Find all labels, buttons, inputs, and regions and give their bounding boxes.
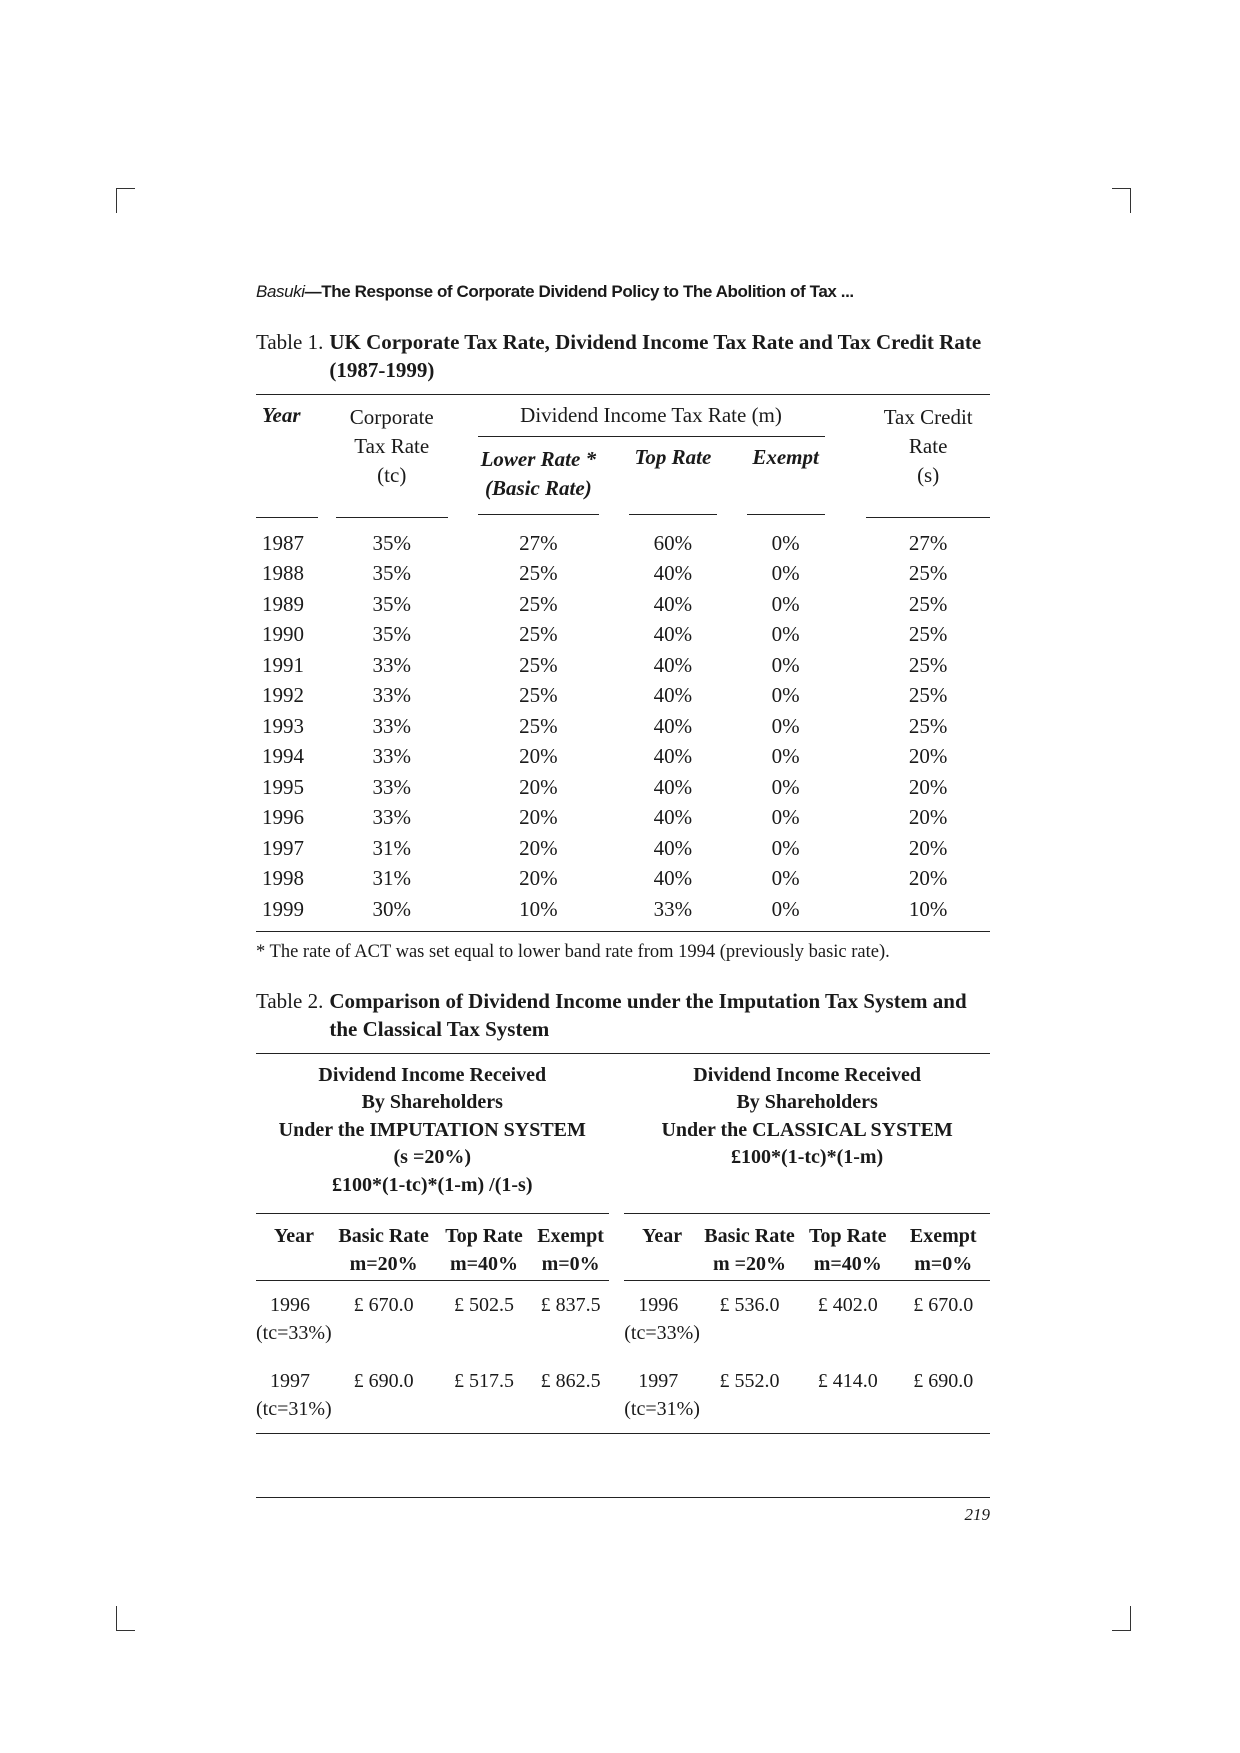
t1-year: 1997 (262, 835, 304, 860)
t1-corporate-rate: 31% (372, 835, 411, 860)
t1-exempt: 0% (771, 774, 800, 799)
t1-corporate-rate: 33% (372, 805, 411, 830)
t1-year: 1998 (262, 866, 304, 891)
t1-corporate-rate: 33% (372, 683, 411, 708)
footer-rule (256, 1497, 990, 1498)
table-row (256, 833, 990, 864)
t1-year: 1989 (262, 591, 304, 616)
t1-exempt: 0% (771, 683, 800, 708)
t1-lower-rate: 25% (519, 622, 558, 647)
t1-lower-rate: 25% (519, 713, 558, 738)
page-number: 219 (964, 1505, 990, 1524)
t2-imputation-header (256, 1054, 609, 1214)
t2-cls-col-basic: Basic Rate m =20% (700, 1213, 799, 1281)
t2-cls-top: £ 402.0 (817, 1294, 878, 1316)
t1-header-tax-credit-cell (866, 395, 990, 518)
t1-tax-credit: 20% (908, 866, 948, 891)
crop-mark-top-right (1112, 188, 1131, 213)
t1-header-tax-credit-3: (s) (917, 463, 940, 487)
table-row (256, 681, 990, 712)
t1-tax-credit: 27% (908, 530, 948, 555)
t2-cls-col-top: Top Rate m=40% (799, 1213, 896, 1281)
t1-header-year: Year (256, 403, 318, 518)
t1-header-year-cell (256, 395, 318, 518)
t1-header-dividend-group: Dividend Income Tax Rate (m) (478, 403, 825, 437)
t1-year: 1995 (262, 774, 304, 799)
t1-header-corporate-3: (tc) (377, 463, 407, 487)
t2-cls-year: 1996 (tc=33%) (624, 1294, 700, 1344)
t1-tax-credit: 20% (908, 774, 948, 799)
t1-top-rate: 40% (653, 835, 693, 860)
table2-label: Table 2. (256, 988, 324, 1013)
running-head-title: —The Response of Corporate Dividend Policy to The Abolition of Tax ... (304, 282, 854, 301)
t2-classical-header-1: Dividend Income Received (693, 1063, 922, 1086)
t1-header-lower-cell (478, 439, 600, 518)
t1-lower-rate: 20% (519, 805, 558, 830)
t1-corporate-rate: 33% (372, 713, 411, 738)
t1-header-tax-credit-2: Rate (908, 434, 948, 458)
t1-tax-credit: 25% (908, 713, 948, 738)
table-row (256, 742, 990, 773)
table2-caption (256, 987, 990, 1043)
crop-mark-bottom-left (116, 1606, 135, 1631)
table-row (256, 772, 990, 803)
t1-year: 1993 (262, 713, 304, 738)
t1-lower-rate: 27% (519, 530, 558, 555)
t1-lower-rate: 20% (519, 835, 558, 860)
t1-exempt: 0% (771, 896, 800, 921)
t1-top-rate: 40% (653, 652, 693, 677)
t1-tax-credit: 25% (908, 622, 948, 647)
t1-year: 1992 (262, 683, 304, 708)
t1-lower-rate: 10% (519, 896, 558, 921)
t1-tax-credit: 10% (908, 896, 948, 921)
t1-exempt: 0% (771, 835, 800, 860)
table1-caption (256, 328, 990, 384)
t1-top-rate: 40% (653, 805, 693, 830)
t2-imputation-header-3: Under the IMPUTATION SYSTEM (278, 1118, 586, 1141)
t1-header-lower-rate: Lower Rate * (480, 446, 597, 471)
running-head-author: Basuki (256, 282, 305, 301)
t1-header-tax-credit-1: Tax Credit (883, 405, 973, 429)
t1-year: 1991 (262, 652, 304, 677)
t2-imp-basic: £ 690.0 (353, 1370, 414, 1392)
t2-imp-exempt: £ 837.5 (540, 1294, 601, 1316)
t1-year: 1988 (262, 561, 304, 586)
t2-cls-basic: £ 536.0 (719, 1294, 780, 1316)
t1-lower-rate: 25% (519, 683, 558, 708)
t2-cls-basic: £ 552.0 (719, 1370, 780, 1392)
t1-tax-credit: 25% (908, 591, 948, 616)
t1-header-top-cell (629, 439, 717, 518)
t2-cls-exempt: £ 690.0 (913, 1370, 974, 1392)
t1-exempt: 0% (771, 591, 800, 616)
table2-body (256, 1281, 990, 1433)
t1-exempt: 0% (771, 866, 800, 891)
t1-year: 1999 (262, 896, 304, 921)
t1-year: 1987 (262, 530, 304, 555)
table-row (256, 589, 990, 620)
t1-lower-rate: 20% (519, 866, 558, 891)
t1-top-rate: 40% (653, 713, 693, 738)
t1-header-dividend-group-cell (478, 395, 825, 439)
t2-imputation-header-5: £100*(1-tc)*(1-m) /(1-s) (332, 1173, 533, 1196)
t1-tax-credit: 20% (908, 835, 948, 860)
t2-imp-col-year: Year (256, 1213, 332, 1281)
t1-corporate-rate: 33% (372, 774, 411, 799)
t1-corporate-rate: 33% (372, 744, 411, 769)
t1-exempt: 0% (771, 622, 800, 647)
t1-year: 1990 (262, 622, 304, 647)
t1-exempt: 0% (771, 561, 800, 586)
t2-imp-col-exempt: Exempt m=0% (533, 1213, 609, 1281)
t1-header-corporate-2: Tax Rate (354, 434, 430, 458)
table-row (256, 894, 990, 931)
t1-top-rate: 40% (653, 774, 693, 799)
t2-imp-basic: £ 670.0 (353, 1294, 414, 1316)
t2-cls-exempt: £ 670.0 (913, 1294, 974, 1316)
t1-lower-rate: 20% (519, 774, 558, 799)
t1-tax-credit: 25% (908, 683, 948, 708)
t1-top-rate: 60% (653, 530, 693, 555)
t1-year: 1994 (262, 744, 304, 769)
t2-imp-exempt: £ 862.5 (540, 1370, 601, 1392)
t2-classical-header-4: £100*(1-tc)*(1-m) (731, 1146, 884, 1168)
t2-classical-header (624, 1054, 990, 1214)
t1-exempt: 0% (771, 713, 800, 738)
t2-imp-top: £ 502.5 (454, 1294, 514, 1316)
t1-top-rate: 40% (653, 591, 693, 616)
t1-tax-credit: 20% (908, 744, 948, 769)
t1-header-basic-rate: (Basic Rate) (484, 475, 592, 500)
t1-exempt: 0% (771, 652, 800, 677)
t1-corporate-rate: 35% (372, 561, 411, 586)
table-row (256, 650, 990, 681)
t1-corporate-rate: 30% (372, 896, 411, 921)
t1-corporate-rate: 33% (372, 652, 411, 677)
table1-footnote: * The rate of ACT was set equal to lower band rate from 1994 (previously basic rate). (256, 941, 890, 962)
t2-imp-col-basic: Basic Rate m=20% (332, 1213, 435, 1281)
t1-lower-rate: 25% (519, 652, 558, 677)
t1-tax-credit: 25% (908, 561, 948, 586)
running-head (256, 282, 990, 308)
table-row (256, 518, 990, 559)
t2-cls-col-exempt: Exempt m=0% (896, 1213, 990, 1281)
t1-top-rate: 40% (653, 866, 693, 891)
t1-exempt: 0% (771, 744, 800, 769)
table1-title: UK Corporate Tax Rate, Dividend Income Tax Rate and Tax Credit Rate (1987-1999) (329, 330, 982, 382)
t1-top-rate: 40% (653, 622, 693, 647)
table-row (256, 803, 990, 834)
t2-classical-header-2: By Shareholders (736, 1091, 878, 1113)
t2-imp-year: 1997 (tc=31%) (256, 1370, 332, 1420)
t1-header-top-rate: Top Rate (629, 439, 717, 515)
t2-imputation-header-4: (s =20%) (393, 1146, 472, 1168)
t1-header-exempt: Exempt (747, 439, 825, 515)
t1-lower-rate: 25% (519, 561, 558, 586)
table-row (256, 1347, 990, 1433)
table-row (256, 1281, 990, 1347)
t1-lower-rate: 25% (519, 591, 558, 616)
crop-mark-top-left (116, 188, 135, 213)
t2-classical-header-3: Under the CLASSICAL SYSTEM (661, 1118, 953, 1141)
t1-header-exempt-cell (747, 439, 825, 518)
table2 (256, 1053, 990, 1435)
table1 (256, 394, 990, 932)
t1-top-rate: 40% (653, 744, 693, 769)
t1-corporate-rate: 35% (372, 622, 411, 647)
t2-imp-col-top: Top Rate m=40% (435, 1213, 532, 1281)
table1-label: Table 1. (256, 330, 324, 354)
crop-mark-bottom-right (1112, 1606, 1131, 1631)
table2-title: Comparison of Dividend Income under the Imputation Tax System and the Classical Tax System (329, 988, 967, 1041)
t1-exempt: 0% (771, 530, 800, 555)
t1-year: 1996 (262, 805, 304, 830)
t1-header-corporate-1: Corporate (349, 405, 434, 429)
table-row (256, 620, 990, 651)
t2-cls-top: £ 414.0 (817, 1370, 878, 1392)
t1-corporate-rate: 35% (372, 530, 411, 555)
t2-imp-year: 1996 (tc=33%) (256, 1294, 332, 1344)
t1-top-rate: 40% (653, 683, 693, 708)
table-row (256, 864, 990, 895)
t2-cls-col-year: Year (624, 1213, 700, 1281)
t2-imp-top: £ 517.5 (454, 1370, 514, 1392)
table-row (256, 559, 990, 590)
t2-imputation-header-1: Dividend Income Received (318, 1063, 547, 1086)
t2-cls-year: 1997 (tc=31%) (624, 1370, 700, 1420)
t1-header-corporate-cell (336, 395, 448, 518)
t1-corporate-rate: 31% (372, 866, 411, 891)
t1-top-rate: 33% (653, 896, 693, 921)
table-row (256, 711, 990, 742)
t1-exempt: 0% (771, 805, 800, 830)
t1-lower-rate: 20% (519, 744, 558, 769)
page-content (256, 282, 990, 1434)
table1-body (256, 518, 990, 931)
t2-imputation-header-2: By Shareholders (361, 1091, 503, 1113)
t1-tax-credit: 20% (908, 805, 948, 830)
t1-tax-credit: 25% (908, 652, 948, 677)
t1-top-rate: 40% (653, 561, 693, 586)
t1-corporate-rate: 35% (372, 591, 411, 616)
